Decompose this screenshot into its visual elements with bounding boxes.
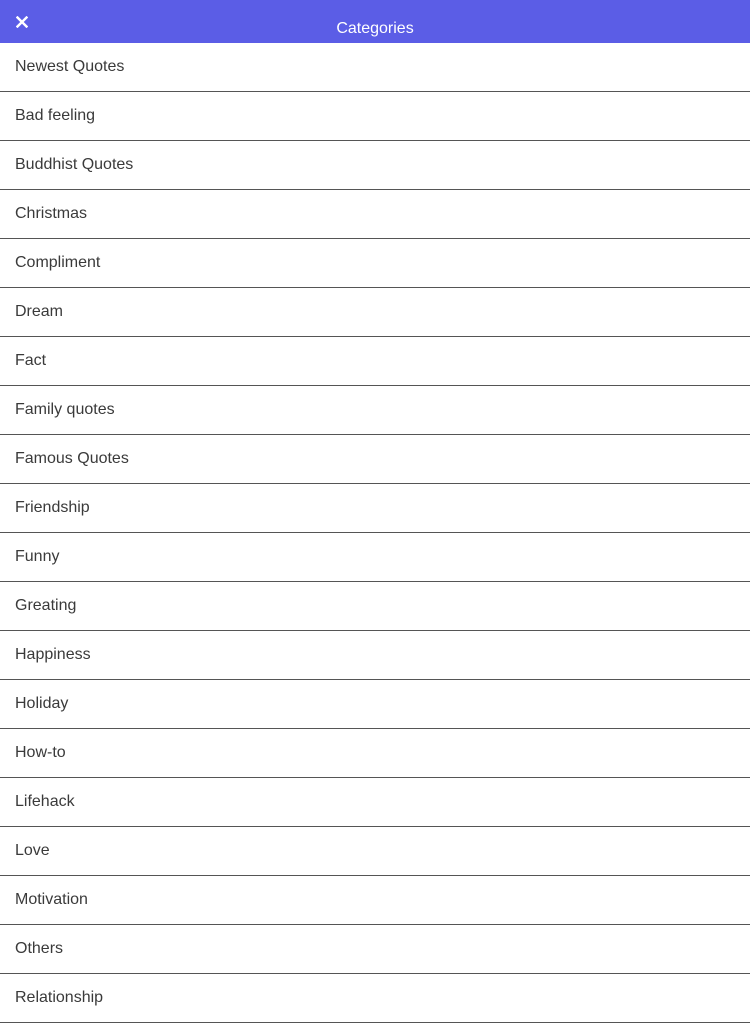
category-label: Fact <box>15 352 47 369</box>
category-item[interactable] <box>0 43 750 92</box>
category-item[interactable] <box>0 386 750 435</box>
app-header <box>0 0 750 43</box>
category-label: Compliment <box>15 254 101 271</box>
category-label: Happiness <box>15 646 91 663</box>
category-item[interactable] <box>0 778 750 827</box>
category-label: Family quotes <box>15 401 115 418</box>
category-item[interactable] <box>0 925 750 974</box>
category-item[interactable] <box>0 631 750 680</box>
category-label: Friendship <box>15 499 90 516</box>
category-item[interactable] <box>0 680 750 729</box>
category-item[interactable] <box>0 239 750 288</box>
category-item[interactable] <box>0 876 750 925</box>
category-label: Lifehack <box>15 793 75 810</box>
category-label: Famous Quotes <box>15 450 129 467</box>
category-label: Relationship <box>15 989 104 1006</box>
category-list <box>0 43 750 1023</box>
page-title: Categories <box>336 20 414 37</box>
category-label: Love <box>15 842 50 859</box>
category-label: Holiday <box>15 695 69 712</box>
category-item[interactable] <box>0 190 750 239</box>
category-item[interactable] <box>0 484 750 533</box>
close-icon <box>16 16 28 28</box>
category-item[interactable] <box>0 92 750 141</box>
category-label: Others <box>15 940 64 957</box>
category-label: Bad feeling <box>15 107 96 124</box>
category-label: Dream <box>15 303 64 320</box>
category-label: Greating <box>15 597 77 614</box>
category-item[interactable] <box>0 582 750 631</box>
category-item[interactable] <box>0 827 750 876</box>
category-item[interactable] <box>0 337 750 386</box>
category-item[interactable] <box>0 435 750 484</box>
category-item[interactable] <box>0 729 750 778</box>
category-label: Buddhist Quotes <box>15 156 134 173</box>
category-label: Newest Quotes <box>15 58 125 75</box>
category-label: How-to <box>15 744 66 761</box>
category-label: Funny <box>15 548 60 565</box>
category-label: Christmas <box>15 205 88 222</box>
category-item[interactable] <box>0 288 750 337</box>
category-item[interactable] <box>0 533 750 582</box>
category-item[interactable] <box>0 141 750 190</box>
category-item[interactable] <box>0 974 750 1023</box>
category-label: Motivation <box>15 891 88 908</box>
close-button[interactable] <box>8 8 36 36</box>
